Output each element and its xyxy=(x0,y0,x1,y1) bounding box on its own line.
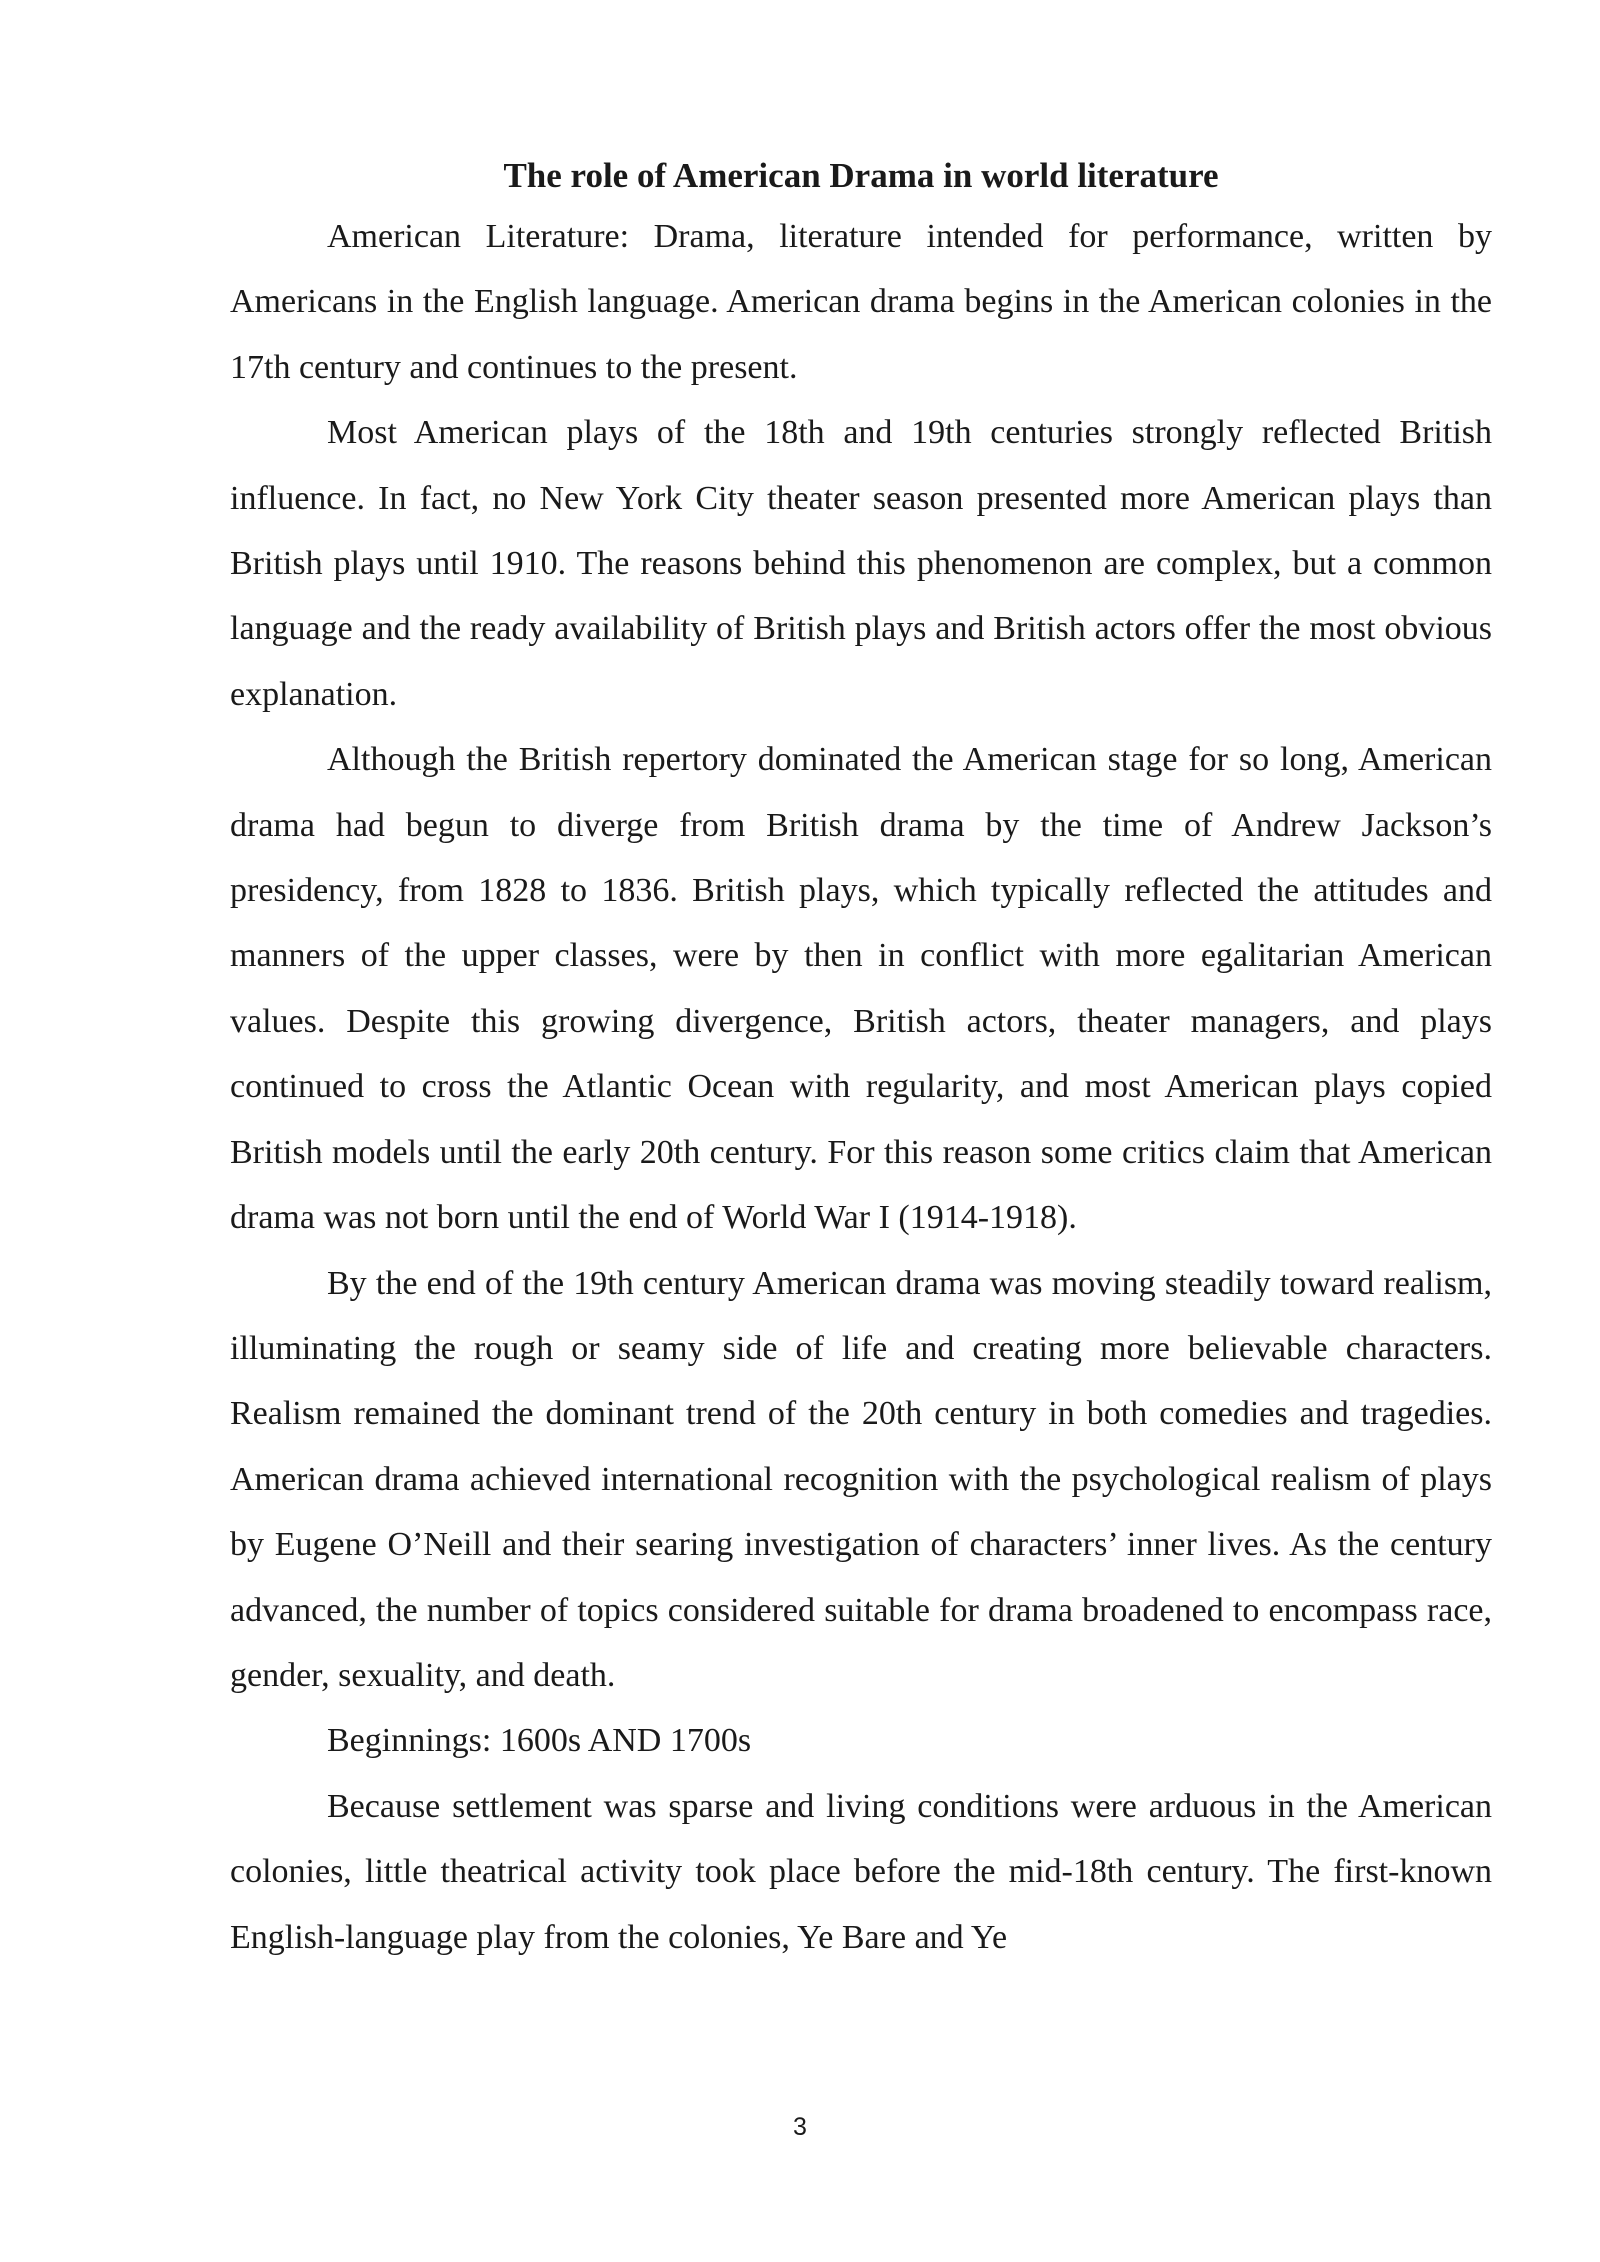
page-content xyxy=(230,148,1492,1970)
section-heading-beginnings: Beginnings: 1600s AND 1700s xyxy=(327,1722,752,1760)
paragraph-colonies: Because settlement was sparse and living conditions were arduous in the American colonies, little theatrical activity took place before the mid-18th century. The first-known English-language play from the colonies, Ye Bare and Ye xyxy=(230,1787,1492,1956)
page-title: The role of American Drama in world literature xyxy=(503,156,1219,195)
paragraph-realism: By the end of the 19th century American drama was moving steadily toward realism, illuminating the rough or seamy side of life and creating more believable characters. Realism remained the dominant trend of the 20th century in both comedies and tragedies. American drama achieved international recognition with the psychological realism of plays by Eugene O’Neill and their searing investigation of characters’ inner lives. As the century advanced, the number of topics considered suitable for drama broadened to encompass race, gender, sexuality, and death. xyxy=(230,1264,1492,1694)
paragraph-introduction: American Literature: Drama, literature intended for performance, written by Americans in the English language. American drama begins in the American colonies in the 17th century and continues to the present. xyxy=(230,218,1492,386)
page-number: 3 xyxy=(793,2113,807,2141)
paragraph-british-influence: Most American plays of the 18th and 19th centuries strongly reflected British influence. In fact, no New York City theater season presented more American plays than British plays until 1910. The reasons behind this phenomenon are complex, but a common language and the ready availability of British plays and British actors offer the most obvious explanation. xyxy=(230,414,1492,713)
paragraph-divergence: Although the British repertory dominated the American stage for so long, American drama had begun to diverge from British drama by the time of Andrew Jackson’s presidency, from 1828 to 1836. British plays, which typically reflected the attitudes and manners of the upper classes, were by then in conflict with more egalitarian American values. Despite this growing divergence, British actors, theater managers, and plays continued to cross the Atlantic Ocean with regularity, and most American plays copied British models until the early 20th century. For this reason some critics claim that American drama was not born until the end of World War I (1914-1918). xyxy=(230,741,1492,1237)
